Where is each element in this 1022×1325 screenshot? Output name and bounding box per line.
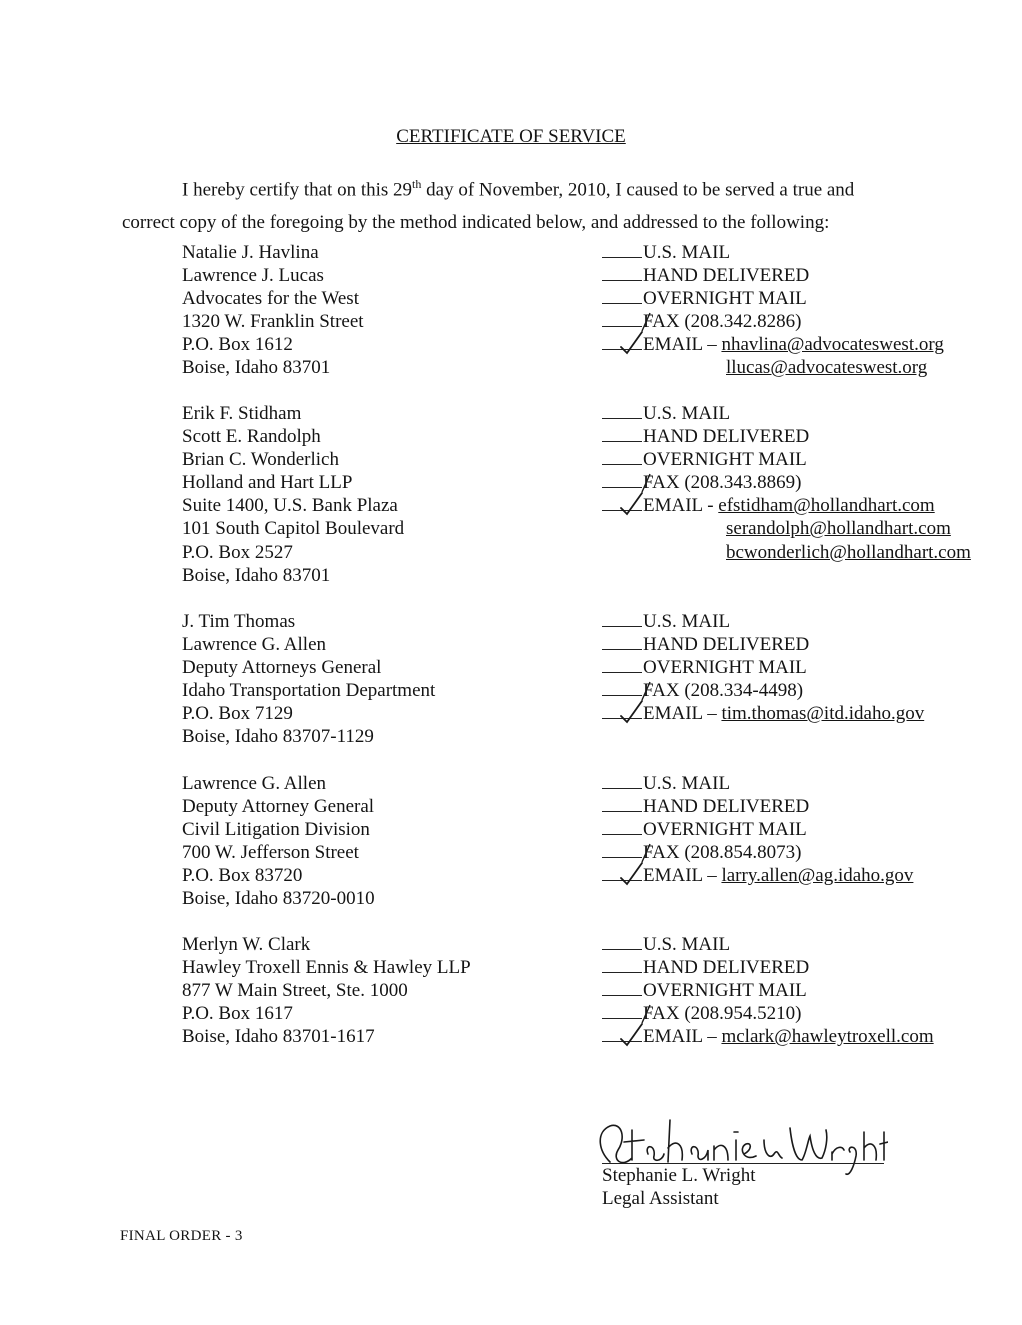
method-email: EMAIL – nhavlina@advocateswest.org <box>602 333 944 356</box>
method-fax: FAX (208.954.5210) <box>602 1002 934 1025</box>
method-overnight: OVERNIGHT MAIL <box>602 448 971 471</box>
email-address[interactable]: nhavlina@advocateswest.org <box>721 334 944 356</box>
email-continuation <box>602 517 971 540</box>
email-address[interactable]: efstidham@hollandhart.com <box>718 495 935 517</box>
address-line: Lawrence G. Allen <box>182 773 327 794</box>
recipient-address-3 <box>182 610 435 749</box>
email-address[interactable]: larry.allen@ag.idaho.gov <box>721 865 914 887</box>
address-line: P.O. Box 83720 <box>182 865 303 887</box>
signer-block <box>602 1164 756 1210</box>
document-title: CERTIFICATE OF SERVICE <box>396 126 626 147</box>
method-overnight: OVERNIGHT MAIL <box>602 818 913 841</box>
address-line: P.O. Box 1617 <box>182 1003 293 1025</box>
service-methods-2 <box>602 402 971 564</box>
method-mail: U.S. MAIL <box>602 772 913 795</box>
method-mail: U.S. MAIL <box>602 933 934 956</box>
address-line: 700 W. Jefferson Street <box>182 842 359 864</box>
address-line: Hawley Troxell Ennis & Hawley LLP <box>182 957 471 979</box>
email-address[interactable]: mclark@hawleytroxell.com <box>721 1026 934 1048</box>
address-line: Boise, Idaho 83720-0010 <box>182 888 375 910</box>
address-line: Deputy Attorneys General <box>182 657 382 679</box>
address-line: Holland and Hart LLP <box>182 472 353 494</box>
address-line: Civil Litigation Division <box>182 819 370 841</box>
method-hand: HAND DELIVERED <box>602 633 924 656</box>
method-overnight: OVERNIGHT MAIL <box>602 656 924 679</box>
recipient-address-4 <box>182 772 375 911</box>
email-address[interactable]: bcwonderlich@hollandhart.com <box>726 541 971 563</box>
address-line: Advocates for the West <box>182 288 359 310</box>
checkmark-icon <box>618 699 644 725</box>
method-mail: U.S. MAIL <box>602 610 924 633</box>
address-line: Lawrence G. Allen <box>182 634 327 656</box>
address-line: Boise, Idaho 83701 <box>182 357 331 379</box>
method-hand: HAND DELIVERED <box>602 956 934 979</box>
address-line: Erik F. Stidham <box>182 403 302 424</box>
address-line: P.O. Box 2527 <box>182 541 293 563</box>
method-hand: HAND DELIVERED <box>602 795 913 818</box>
address-line: Deputy Attorney General <box>182 796 375 818</box>
method-mail: U.S. MAIL <box>602 241 944 264</box>
address-line: 101 South Capitol Boulevard <box>182 518 405 540</box>
certification-line-1: I hereby certify that on this 29th day of November, 2010, I caused to be served a true and <box>182 177 855 201</box>
method-fax: FAX (208.334-4498) <box>602 679 924 702</box>
method-overnight: OVERNIGHT MAIL <box>602 287 944 310</box>
address-line: Natalie J. Havlina <box>182 242 319 263</box>
address-line: Boise, Idaho 83701 <box>182 564 331 586</box>
method-email: EMAIL - efstidham@hollandhart.com <box>602 494 971 517</box>
address-line: 877 W Main Street, Ste. 1000 <box>182 980 408 1002</box>
recipient-address-1 <box>182 241 364 380</box>
method-fax: FAX (208.342.8286) <box>602 310 944 333</box>
certification-line-2: correct copy of the foregoing by the method indicated below, and addressed to the following: <box>122 212 830 234</box>
method-fax: FAX (208.343.8869) <box>602 471 971 494</box>
email-address[interactable]: serandolph@hollandhart.com <box>726 518 951 540</box>
address-line: Merlyn W. Clark <box>182 934 311 955</box>
address-line: Suite 1400, U.S. Bank Plaza <box>182 495 398 517</box>
address-line: P.O. Box 7129 <box>182 703 293 725</box>
service-methods-5 <box>602 933 934 1048</box>
address-line: Idaho Transportation Department <box>182 680 436 702</box>
method-mail: U.S. MAIL <box>602 402 971 425</box>
method-fax: FAX (208.854.8073) <box>602 841 913 864</box>
email-continuation <box>602 541 971 564</box>
recipient-address-5 <box>182 933 471 1048</box>
method-email: EMAIL – tim.thomas@itd.idaho.gov <box>602 702 924 725</box>
address-line: Brian C. Wonderlich <box>182 449 339 471</box>
email-address[interactable]: llucas@advocateswest.org <box>726 357 928 379</box>
address-line: J. Tim Thomas <box>182 611 296 632</box>
checkmark-icon <box>618 330 644 356</box>
address-line: Lawrence J. Lucas <box>182 265 324 287</box>
method-hand: HAND DELIVERED <box>602 425 971 448</box>
signer-name: Stephanie L. Wright <box>602 1165 756 1186</box>
service-methods-3 <box>602 610 924 725</box>
method-email: EMAIL – larry.allen@ag.idaho.gov <box>602 864 913 887</box>
service-methods-1 <box>602 241 944 380</box>
signer-role: Legal Assistant <box>602 1188 719 1209</box>
email-address[interactable]: tim.thomas@itd.idaho.gov <box>721 703 925 725</box>
address-line: Boise, Idaho 83707-1129 <box>182 726 374 748</box>
email-continuation <box>602 356 944 379</box>
recipient-address-2 <box>182 402 404 587</box>
method-email: EMAIL – mclark@hawleytroxell.com <box>602 1025 934 1048</box>
checkmark-icon <box>618 1022 644 1048</box>
page-footer: FINAL ORDER - 3 <box>120 1228 243 1244</box>
address-line: 1320 W. Franklin Street <box>182 311 364 333</box>
method-overnight: OVERNIGHT MAIL <box>602 979 934 1002</box>
address-line: Scott E. Randolph <box>182 426 321 448</box>
checkmark-icon <box>618 861 644 887</box>
certification-paragraph <box>122 168 912 239</box>
address-line: P.O. Box 1612 <box>182 334 293 356</box>
method-hand: HAND DELIVERED <box>602 264 944 287</box>
service-methods-4 <box>602 772 913 887</box>
address-line: Boise, Idaho 83701-1617 <box>182 1026 375 1048</box>
checkmark-icon <box>618 491 644 517</box>
